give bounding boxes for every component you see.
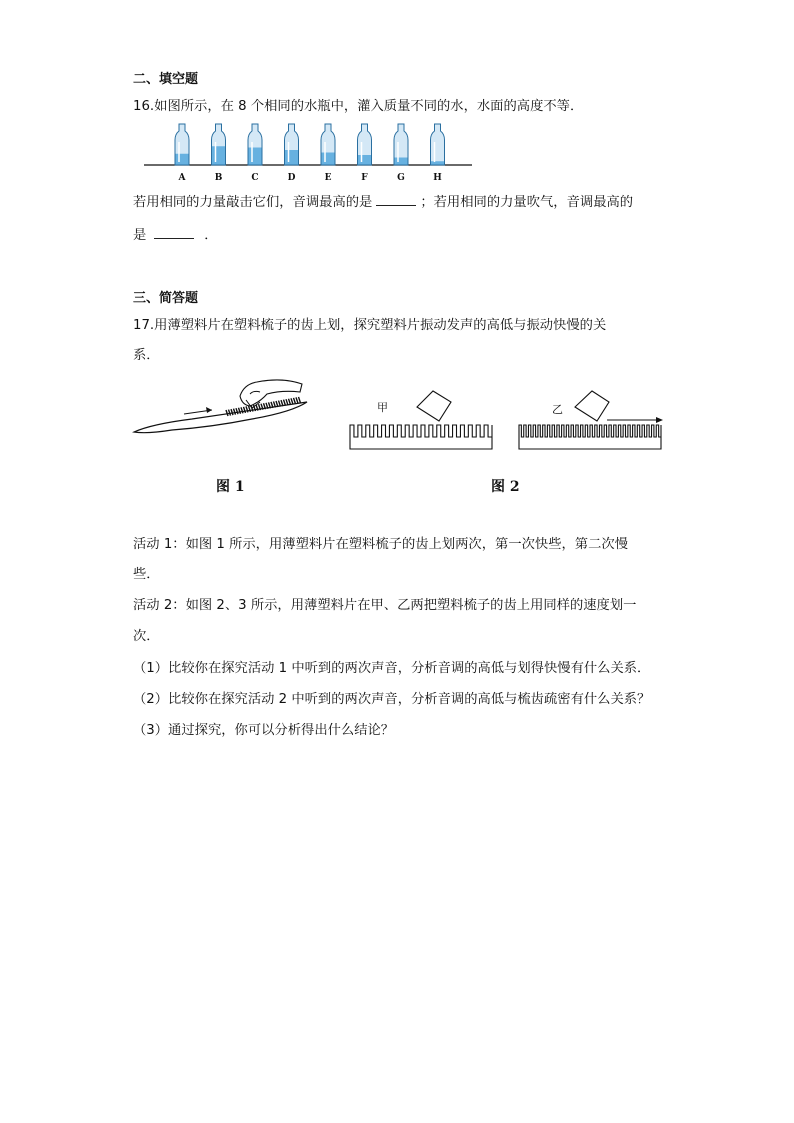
figure-2-combs	[345, 385, 670, 455]
comb-tooth	[231, 409, 233, 415]
comb-tooth	[294, 398, 296, 404]
comb-label-jia: 甲	[377, 401, 388, 414]
comb-tooth	[241, 407, 243, 413]
sub-question-3: （3）通过探究，你可以分析得出什么结论？	[133, 723, 395, 738]
bottle-label-F: F	[361, 173, 368, 183]
bottle-F	[358, 124, 372, 183]
bottle-label-D: D	[287, 173, 296, 183]
answer-blank-2[interactable]	[154, 226, 194, 239]
comb-tooth	[234, 409, 236, 415]
comb-tooth	[291, 398, 293, 404]
comb-tooth	[284, 400, 286, 406]
comb-dense	[519, 425, 661, 449]
bottle-label-C: C	[251, 173, 259, 183]
question-16-text-c: 是	[133, 228, 147, 243]
figure-1-caption: 图 1	[216, 479, 245, 495]
comb-tooth	[289, 399, 291, 405]
bottle-G	[394, 124, 408, 183]
bottle-glass-C	[248, 124, 262, 165]
comb-tooth	[226, 410, 228, 416]
bottle-glass-E	[321, 124, 335, 165]
figure-2-caption: 图 2	[491, 479, 520, 495]
plastic-card-left	[417, 391, 451, 421]
plastic-card-right	[575, 391, 609, 421]
figure-1-hand-comb	[132, 372, 312, 442]
bottle-A	[175, 124, 189, 183]
bottle-label-G: G	[397, 173, 405, 183]
question-17-stem-line2: 系．	[133, 348, 160, 363]
comb-tooth	[299, 397, 301, 403]
bottle-glass-A	[175, 124, 189, 165]
question-17-stem-line1: 17.用薄塑料片在塑料梳子的齿上划，探究塑料片振动发声的高低与振动快慢的关	[133, 318, 607, 333]
bottle-C	[248, 124, 262, 183]
comb-tooth	[286, 399, 288, 405]
comb-tooth	[239, 408, 241, 414]
section-heading-fill-blank: 二、填空题	[133, 72, 199, 87]
bottles-figure	[140, 118, 480, 190]
bottle-label-H: H	[433, 173, 442, 183]
bottle-H	[431, 124, 445, 183]
bottle-label-B: B	[214, 173, 223, 183]
bottle-glass-F	[358, 124, 372, 165]
question-16-text-b: ；若用相同的力量吹气，音调最高的	[420, 195, 634, 210]
comb-sparse	[350, 425, 492, 449]
sub-question-2: （2）比较你在探究活动 2 中听到的两次声音，分析音调的高低与梳齿疏密有什么关系？	[133, 692, 651, 707]
activity-1-line2: 些．	[133, 567, 160, 582]
comb-label-yi: 乙	[552, 403, 563, 416]
comb-tooth	[244, 407, 246, 413]
comb-tooth	[296, 397, 298, 403]
question-16-line2	[133, 193, 633, 212]
question-16-text-a: 若用相同的力量敲击它们，音调最高的是	[133, 195, 373, 210]
answer-blank-1[interactable]	[376, 193, 416, 206]
section-heading-short-answer: 三、简答题	[133, 291, 199, 306]
bottle-label-E: E	[324, 173, 332, 183]
bottle-glass-G	[394, 124, 408, 165]
bottle-label-A: A	[178, 173, 186, 183]
bottle-E	[321, 124, 335, 183]
bottle-B	[212, 124, 226, 183]
bottle-glass-H	[431, 124, 445, 165]
bottle-glass-D	[285, 124, 299, 165]
activity-2-line2: 次．	[133, 629, 160, 644]
comb-tooth	[236, 408, 238, 414]
comb-tooth	[229, 410, 231, 416]
question-16-stem: 16.如图所示，在 8 个相同的水瓶中，灌入质量不同的水，水面的高度不等．	[133, 99, 584, 114]
sub-question-1: （1）比较你在探究活动 1 中听到的两次声音，分析音调的高低与划得快慢有什么关系．	[133, 661, 651, 676]
bottle-D	[285, 124, 299, 183]
question-16-line3	[133, 226, 218, 245]
question-16-text-d: ．	[204, 228, 218, 243]
activity-2-line1: 活动 2：如图 2、3 所示，用薄塑料片在甲、乙两把塑料梳子的齿上用同样的速度划一	[133, 598, 637, 613]
bottle-glass-B	[212, 124, 226, 165]
activity-1-line1: 活动 1：如图 1 所示，用薄塑料片在塑料梳子的齿上划两次，第一次快些，第二次慢	[133, 537, 628, 552]
